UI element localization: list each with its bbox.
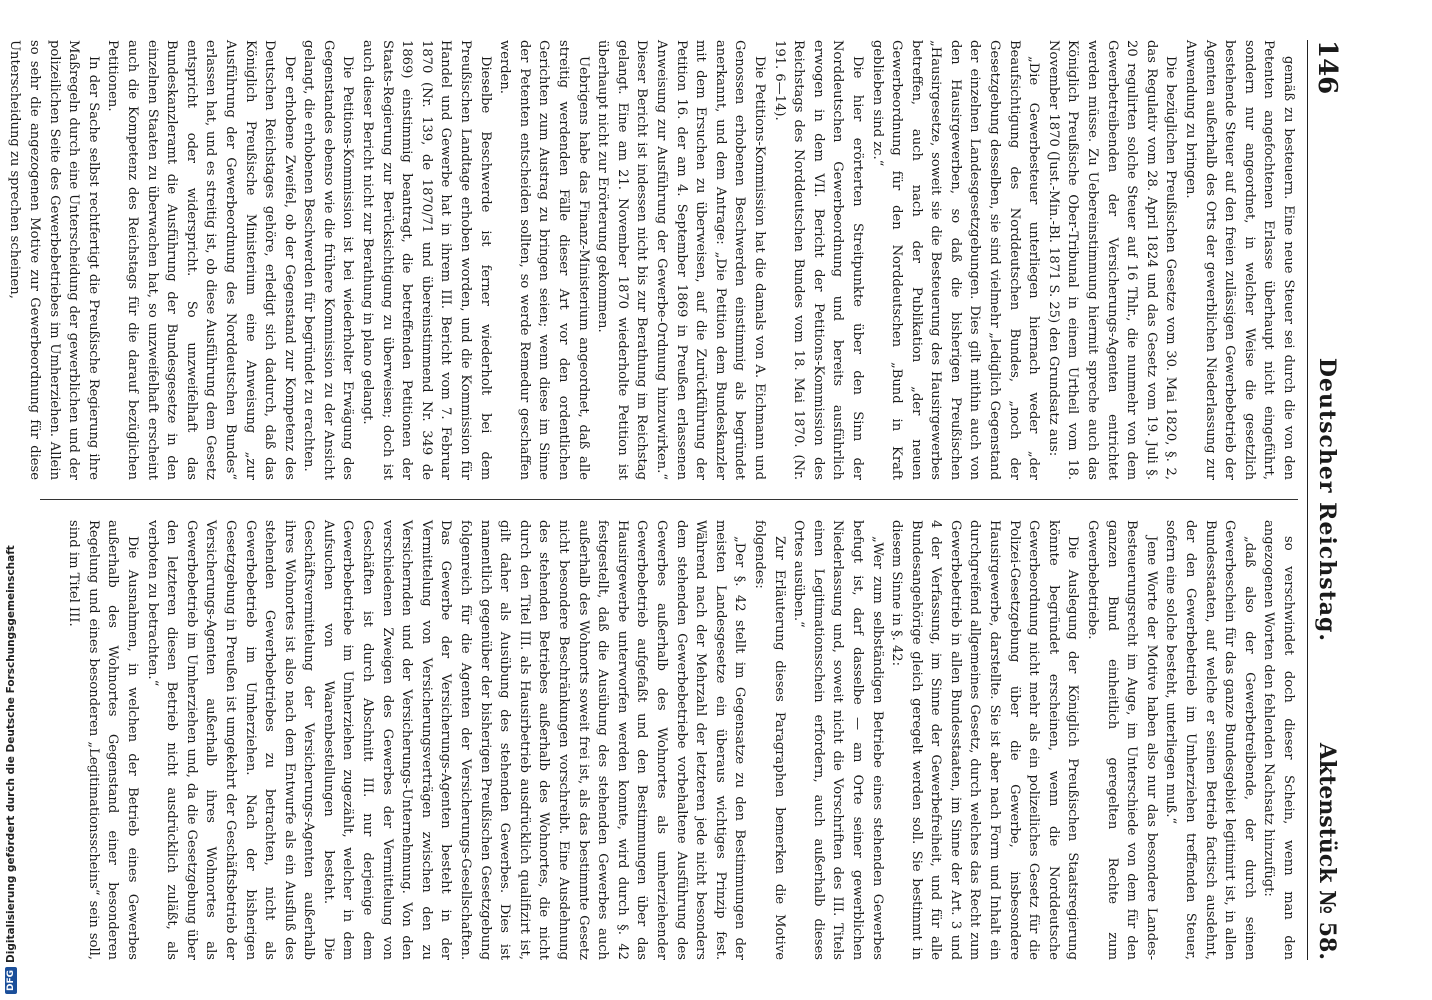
paragraph: Die bezüglichen Preußischen Gesetze vom 30. Mai 1820, §. 2, das Regulativ vom 28. April 1824 und das Gesetz vom 19. Juli §. 20 regulirten solche Steuer auf 16 Thlr., die nunmehr von dem Gewerbetreibenden der Versicherungs-Agenten entrichtet werden müsse. Zu Uebereinstimmung hiermit spreche auch das Königlich Preußische Ober-Tribunal in einem Urtheil vom 18. November 1870 (Just.-Min.-Bl. 1871 S. 25) den Grundsatz aus:: [1045, 40, 1179, 480]
paragraph: Die Petitions-Kommission ist bei wiederholter Erwägung des Gegenstandes ebenso wie die frühere Kommission zu der Ansicht gelangt, die erhobenen Beschwerden für begründet zu erachten.: [301, 40, 356, 480]
page-number: 146: [1312, 40, 1342, 95]
paragraph: In der Sache selbst rechtfertigt die Preußische Regierung ihre Maßregeln durch eine Unterscheidung der gewerblichen und der polizeilichen Seite des Gewerbebetriebes im Umherziehen. Allein so sehr die angezogenen Motive zur Gewerbeordnung für diese Unterscheidung zu sprechen scheinen,: [7, 40, 101, 480]
page-header: [1307, 40, 1342, 960]
page-title: Deutscher Reichstag.: [1314, 357, 1340, 643]
quoted-paragraph: „Die Gewerbesteuer unterliegen hiernach weder „der Beaufsichtigung des Norddeutschen Bundes, „noch der Gesetzgebung desselben, sie sind vielmehr „lediglich Gegenstand der einzelnen Landesgesetzgebungen. Dies gilt mithin auch von den Hausirgewerben, so daß die bisherigen Preußischen „Hausirgesetze, soweit sie die Besteuerung des Hausirgewerbes betreffen, auch nach der Publikation „der neuen Gewerbeordnung für den Norddeutschen „Bund in Kraft geblieben sind zc.“: [869, 40, 1042, 480]
credit-text: Digitalisierung gefördert durch die Deutsche Forschungsgemeinschaft: [5, 545, 17, 963]
text-column-left: [7, 40, 1298, 480]
digitization-credit: [2, 0, 20, 994]
paragraph: so verschwindet doch dieser Schein, wenn man den angezogenen Worten den fehlenden Nachsatz hinzufügt:: [1261, 520, 1296, 960]
document-number: Aktenstück № 58.: [1314, 742, 1340, 960]
column-divider: [40, 499, 1298, 500]
quoted-paragraph: „Der §. 42 stellt im Gegensatze zu den Bestimmungen der meisten Landesgesetze ein überaus wichtiges Prinzip fest. Während nach der Mehrzahl der letzteren jede nicht besonders dem stehenden Gewerbebetriebe vorbehaltene Ausführung des Gewerbes außerhalb des Wohnortes als umherziehender Gewerbebetrieb aufgefaßt und den Bestimmungen über das Hausirgewerbe unterworfen werden konnte, wird durch §. 42 festgestellt, daß die Ausübung des stehenden Gewerbes auch außerhalb des Wohnorts soweit frei ist, als das bestimmte Gesetz nicht besondere Beschränkungen vorschreibt. Eine Ausdehnung des stehenden Betriebes außerhalb des Wohnortes, die nicht durch den Titel III. als Hausirbetrieb ausdrücklich qualifizirt ist, gilt daher als Ausübung des stehenden Gewerbes. Dies ist namentlich gegenüber der bisherigen Preußischen Gesetzgebung folgenreich für die Agenten der Versicherungs-Gesellschaften. Das Gewerbe der Versicherungs-Agenten besteht in der Vermittelung von Versicherungsverträgen zwischen den zu Versichernden und der Versicherungs-Unternehmung. Von den verschiedenen Zweigen des Gewerbes der Vermittelung von Geschäften ist durch Abschnitt III. nur derjenige dem Gewerbebetriebe im Umherziehen zugezählt, welcher in dem Aufsuchen von Waarenbestellungen besteht. Die Geschäftsvermittelung der Versicherungs-Agenten außerhalb ihres Wohnortes ist also nach dem Entwurfe als ein Ausfluß des stehenden Gewerbebetriebes zu betrachten, nicht als Gewerbebetrieb im Umherziehen. Nach der bisherigen Gesetzgebung in Preußen ist umgekehrt der Geschäftsbetrieb der Versicherungs-Agenten außerhalb ihres Wohnortes als Gewerbebetrieb im Umherziehen und, da die Gesetzgebung über den letzteren diesen Betrieb nicht ausdrücklich zuläßt, als verboten zu betrachten.“: [144, 520, 748, 960]
paragraph: Der erhobene Zweifel, ob der Gegenstand zur Kompetenz des Deutschen Reichstages gehöre, erledigt sich dadurch, daß das Königlich Preußische Ministerium eine Anweisung „zur Ausführung der Gewerbeordnung des Norddeutschen Bundes“ erlassen hat, und es streitig ist, ob diese Ausführung dem Gesetz entspricht oder widerspricht. So unzweifelhaft das Bundeskanzleramt die Ausführung der Bundesgesetze in den einzelnen Staaten zu überwachen hat, so unzweifelhaft erscheint auch die Kompetenz des Reichstags für die darauf bezüglichen Petitionen.: [105, 40, 297, 480]
paragraph: Die Petitions-Kommission hat die damals von A. Eichmann und Genossen erhobenen Beschwerden einstimmig als begründet anerkannt, und dem Antrage: „Die Petition dem Bundeskanzler mit dem Ersuchen zu überweisen, auf die Zurückführung der Petition 16. der am 4. September 1869 in Preußen erlassenen Anweisung zur Ausführung der Gewerbe-Ordnung hinzuwirken.“ Dieser Bericht ist indessen nicht bis zur Berathung im Reichstag gelangt. Eine am 21. November 1870 wiederholte Petition ist überhaupt nicht zur Erörterung gekommen.: [595, 40, 767, 480]
text-column-right: [40, 520, 1298, 960]
quoted-paragraph: „daß also der Gewerbetreibende, der durch seinen Gewerbeschein für das ganze Bundesgebiet legitimirt ist, in allen Bundesstaaten, auf welche er seinen Betrieb factisch ausdehnt, der den Gewerbebetrieb im Umherziehen treffenden Steuer, sofern eine solche besteht, unterliegen muß.“: [1163, 520, 1257, 960]
paragraph: Uebrigens habe das Finanz-Ministerium angeordnet, daß alle streitig werdenden Fälle dieser Art vor den ordentlichen Gerichten zum Austrag zu bringen seien; wenn diese im Sinne der Petenten entscheiden sollten, so werde Remedur geschaffen werden.: [497, 40, 591, 480]
dfg-logo: DFG: [5, 967, 17, 994]
paragraph: Die hier erörterten Streitpunkte über den Sinn der Norddeutschen Gewerbeordnung und bereits ausführlich erwogen in dem VII. Bericht der Petitions-Kommission des Reichstags des Norddeutschen Bundes vom 18. Mai 1870. (Nr. 191. 6—14).: [771, 40, 865, 480]
paragraph: Die Ausnahmen, in welchen der Betrieb eines Gewerbes außerhalb des Wohnortes Gegenstand einer besonderen Regelung und eines besonderen „Legitimationsscheins“ sein soll, sind im Titel III.: [66, 520, 140, 960]
quoted-paragraph: „Wer zum selbständigen Betriebe eines stehenden Gewerbes befugt ist, darf dasselbe — am Orte seiner gewerblichen Niederlassung und, soweit nicht die Vorschriften des III. Titels einen Legitimationsschein erfordern, auch außerhalb dieses Ortes ausüben.“: [791, 520, 885, 960]
paragraph: Jene Worte der Motive haben also nur das besondere Landes-Besteuerungsrecht im Auge, im Unterschiede von dem für den ganzen Bund einheitlich geregelten Rechte zum Gewerbebetriebe.: [1085, 520, 1159, 960]
paragraph: gemäß zu besteuern. Eine neue Steuer sei durch die von den Petenten angefochtenen Erlasse überhaupt nicht eingeführt, sondern nur angeordnet, in welcher Weise die gesetzlich bestehende Steuer auf den freien zulässigen Gewerbebetrieb der Agenten außerhalb des Orts der gewerblichen Niederlassung zur Anwendung zu bringen.: [1183, 40, 1296, 480]
paragraph: Die Auslegung der Königlich Preußischen Staatsregierung könnte begründet erscheinen, wenn die Norddeutsche Gewerbeordnung nicht mehr als ein polizeiliches Gesetz für die Polizei-Gesetzgebung über die Gewerbe, insbesondere Hausirgewerbe, darstellte. Sie ist aber nach Form und Inhalt ein durchgreifend allgemeines Gesetz, durch welches das Recht zum Gewerbebetrieb in allen Bundesstaaten, im Sinne der Art. 3 und 4 der Verfassung, im Sinne der Gewerbefreiheit, und für alle Bundesangehörige gleich geregelt werden soll. Sie bestimmt in diesem Sinne in §. 42:: [889, 520, 1081, 960]
paragraph: Dieselbe Beschwerde ist ferner wiederholt bei dem Preußischen Landtage erhoben worden, und die Kommission für Handel und Gewerbe hat in ihrem III. Bericht vom 7. Februar 1870 (Nr. 139, de 1870/71 und übereinstimmend Nr. 349 de 1869) einstimmig beantragt, die betreffenden Petitionen der Staats-Regierung zur Berücksichtigung zu überweisen; doch ist auch dieser Bericht nicht zur Berathung in plano gelangt.: [360, 40, 493, 480]
paragraph: Zur Erläuterung dieses Paragraphen bemerken die Motive folgendes:: [751, 520, 787, 960]
